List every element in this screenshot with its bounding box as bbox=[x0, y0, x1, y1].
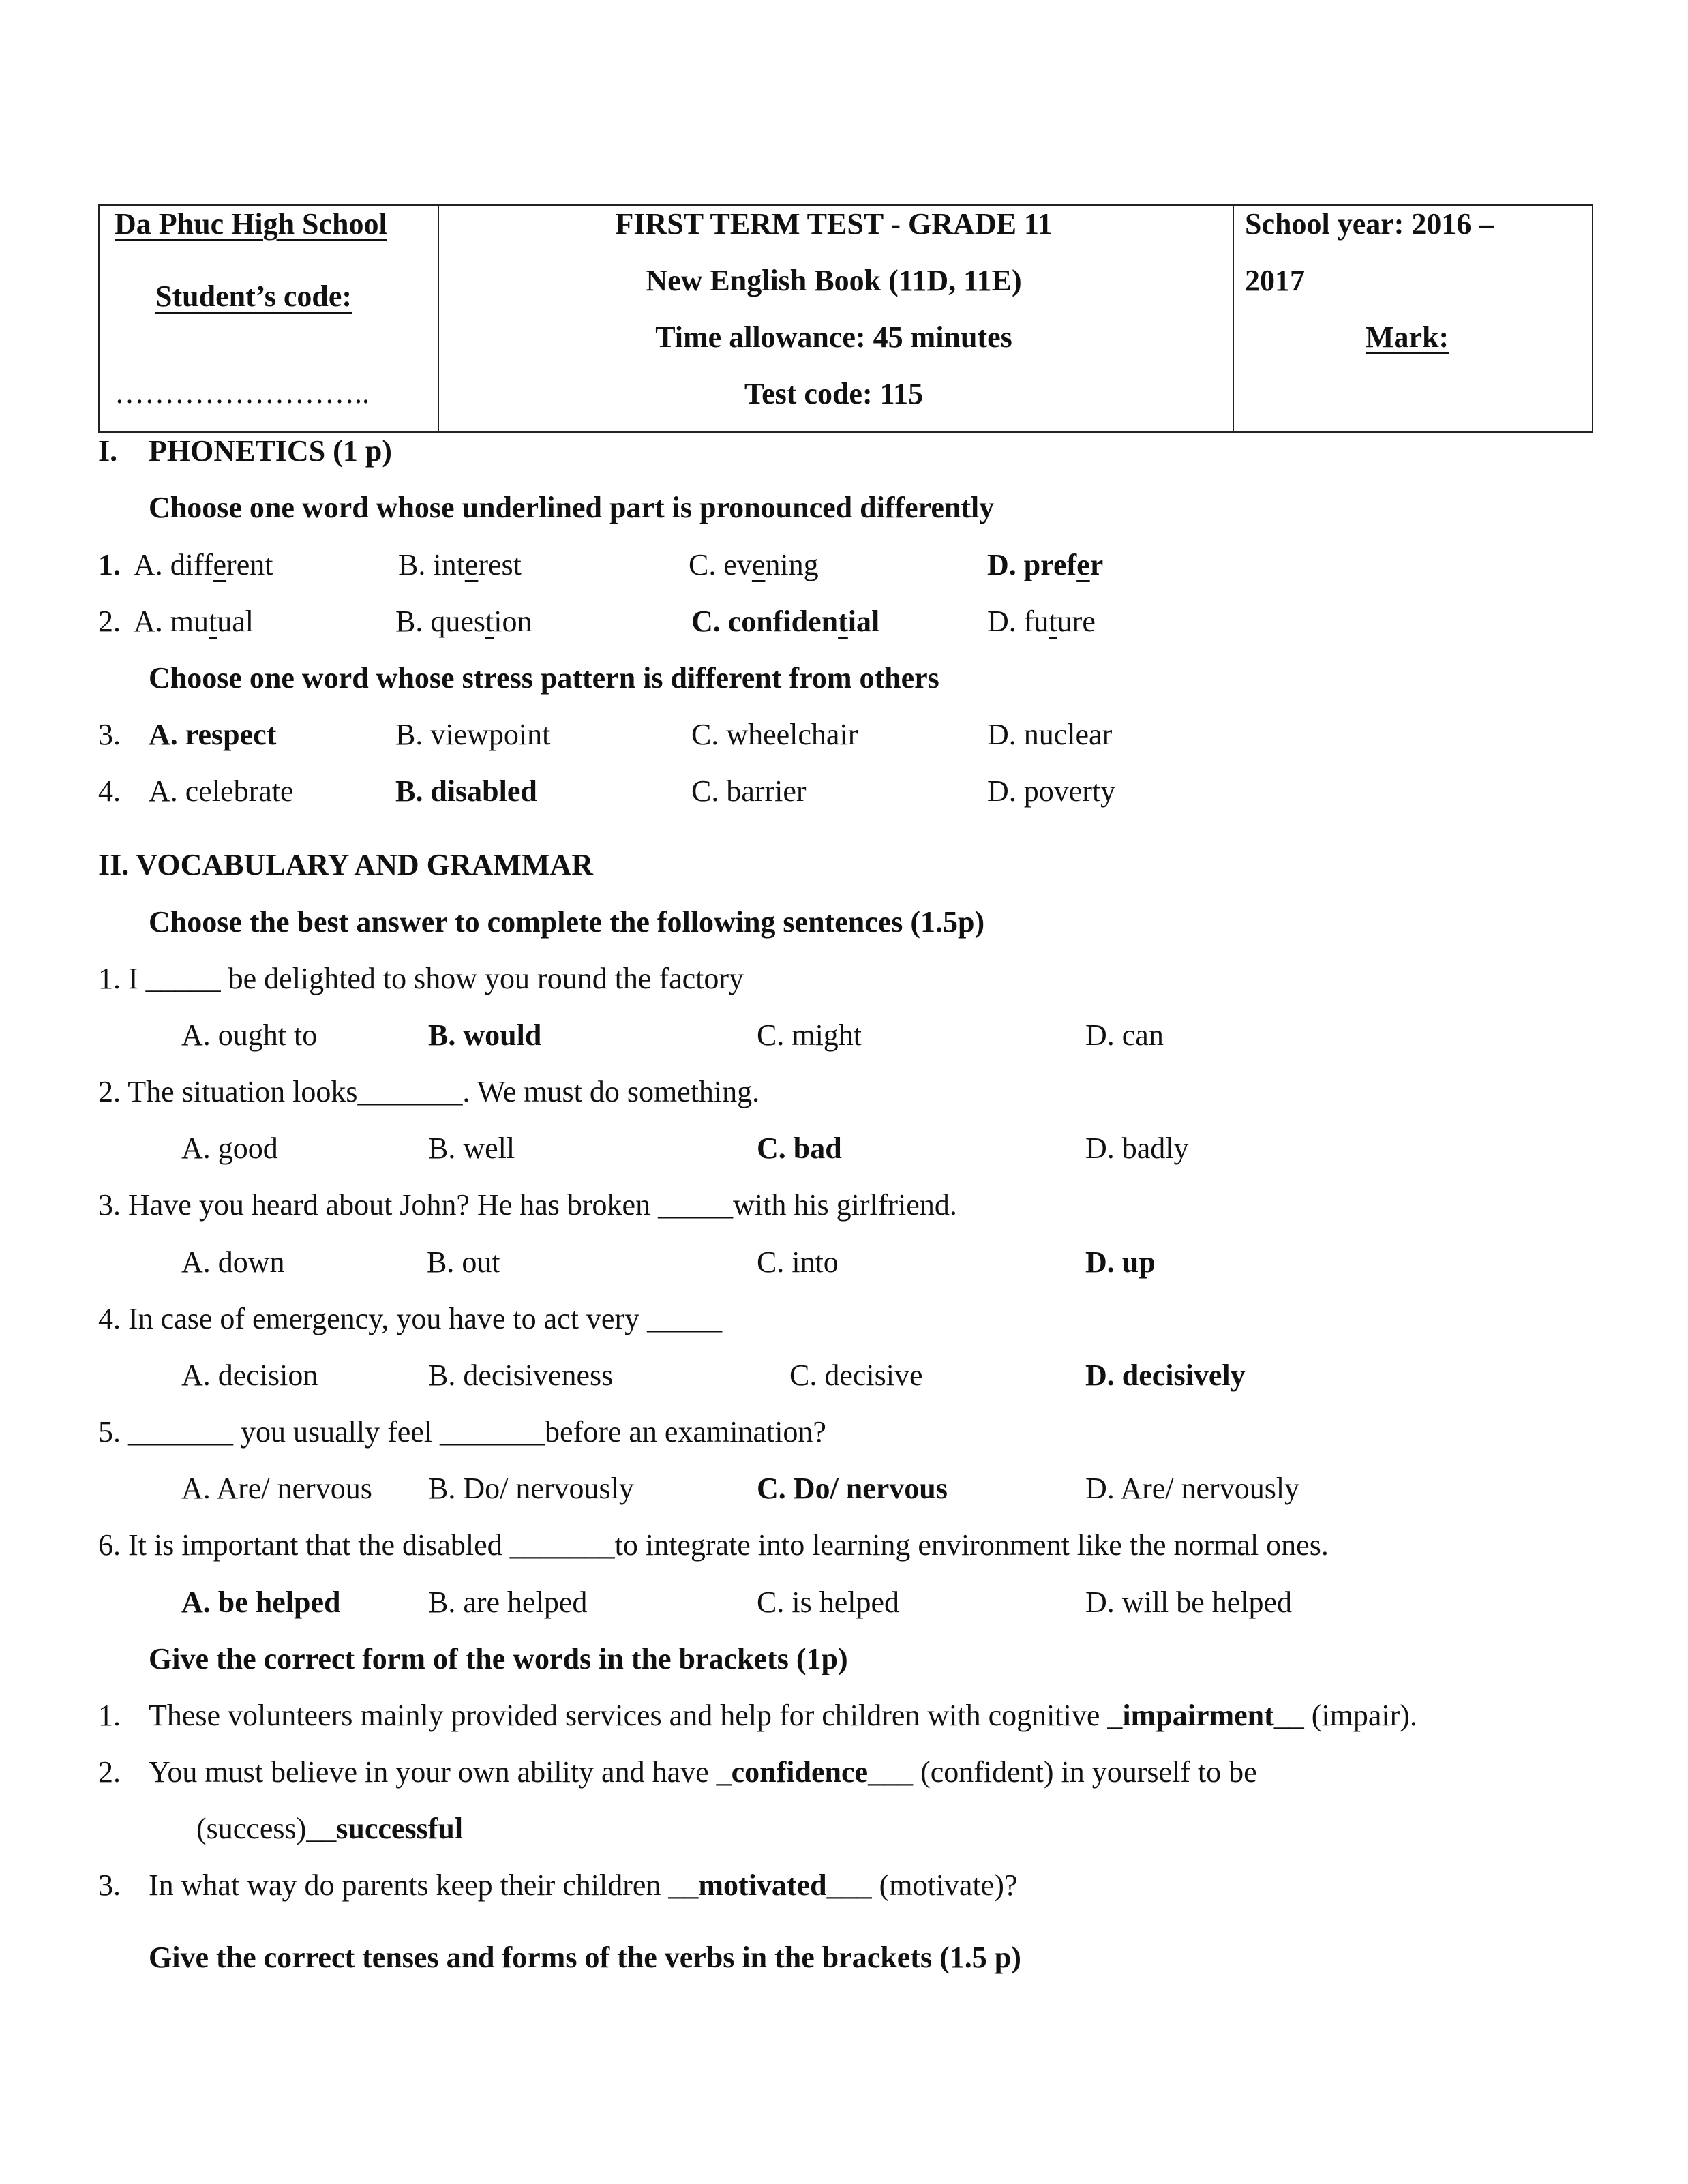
mc-q2-option-b: B. well bbox=[428, 1132, 515, 1165]
mc-q1-option-b: B. would bbox=[428, 1018, 542, 1052]
wf-q3-num: 3. bbox=[98, 1868, 121, 1902]
mc-q5-option-d: D. Are/ nervously bbox=[1085, 1472, 1300, 1505]
phonetics-q1-num: 1. bbox=[98, 548, 121, 581]
phonetics-q1-option-b: B. interest bbox=[398, 548, 522, 581]
phonetics-q4-num: 4. bbox=[98, 774, 121, 808]
phonetics-q4-option-d: D. poverty bbox=[987, 774, 1116, 808]
phonetics-q3-option-b: B. viewpoint bbox=[395, 718, 551, 751]
mc-q4-option-b: B. decisiveness bbox=[428, 1359, 614, 1392]
mc-q3-stem: 3. Have you heard about John? He has broken _____with his girlfriend. bbox=[98, 1188, 957, 1222]
mc-q2-option-c: C. bad bbox=[757, 1132, 842, 1165]
phonetics-q2-option-d: D. future bbox=[987, 605, 1096, 638]
phonetics-q1-option-d: D. prefer bbox=[987, 548, 1104, 581]
mc-q5-option-a: A. Are/ nervous bbox=[181, 1472, 372, 1505]
mc-q6-option-b: B. are helped bbox=[428, 1586, 588, 1619]
phonetics-heading: PHONETICS (1 p) bbox=[149, 434, 392, 468]
phonetics-q2-option-a: A. mutual bbox=[134, 605, 254, 638]
phonetics-instruction-2: Choose one word whose stress pattern is different from others bbox=[149, 661, 939, 695]
vocab-instruction-3: Give the correct tenses and forms of the verbs in the brackets (1.5 p) bbox=[149, 1941, 1021, 1974]
phonetics-instruction-1: Choose one word whose underlined part is pronounced differently bbox=[149, 491, 995, 524]
mc-q3-option-c: C. into bbox=[757, 1245, 839, 1279]
wf-q3-text: In what way do parents keep their children __motivated___ (motivate)? bbox=[149, 1868, 1018, 1902]
mark-label: Mark: bbox=[1366, 320, 1449, 354]
mc-q1-option-d: D. can bbox=[1085, 1018, 1164, 1052]
mc-q4-option-c: C. decisive bbox=[789, 1359, 923, 1392]
phonetics-q3-option-d: D. nuclear bbox=[987, 718, 1113, 751]
mc-q5-option-b: B. Do/ nervously bbox=[428, 1472, 634, 1505]
school-year-line1: School year: 2016 – bbox=[1245, 207, 1494, 241]
wf-q1-num: 1. bbox=[98, 1699, 121, 1732]
mc-q6-stem: 6. It is important that the disabled _______to integrate into learning environment like the normal ones. bbox=[98, 1528, 1329, 1562]
mc-q4-stem: 4. In case of emergency, you have to act very _____ bbox=[98, 1302, 723, 1335]
phonetics-q1-option-a: A. different bbox=[134, 548, 273, 581]
mc-q3-option-b: B. out bbox=[427, 1245, 500, 1279]
phonetics-q1-option-c: C. evening bbox=[689, 548, 819, 581]
phonetics-q3-option-a: A. respect bbox=[149, 718, 277, 751]
mc-q1-stem: 1. I _____ be delighted to show you round the factory bbox=[98, 962, 744, 995]
mc-q5-stem: 5. _______ you usually feel _______before an examination? bbox=[98, 1415, 826, 1449]
mc-q6-option-a: A. be helped bbox=[181, 1586, 341, 1619]
test-title: FIRST TERM TEST - GRADE 11 bbox=[615, 207, 1053, 241]
mc-q3-option-d: D. up bbox=[1085, 1245, 1156, 1279]
phonetics-heading-num: I. bbox=[98, 434, 118, 468]
phonetics-q4-option-a: A. celebrate bbox=[149, 774, 294, 808]
mc-q4-option-d: D. decisively bbox=[1085, 1359, 1246, 1392]
mc-q6-option-d: D. will be helped bbox=[1085, 1586, 1293, 1619]
phonetics-q2-num: 2. bbox=[98, 605, 121, 638]
wf-q1-text: These volunteers mainly provided services and help for children with cognitive _impairment__ (impair). bbox=[149, 1699, 1417, 1732]
mc-q2-option-d: D. badly bbox=[1085, 1132, 1189, 1165]
mc-q3-option-a: A. down bbox=[181, 1245, 285, 1279]
phonetics-q3-option-c: C. wheelchair bbox=[691, 718, 858, 751]
student-code-blank: …………………….. bbox=[115, 376, 370, 410]
mc-q5-option-c: C. Do/ nervous bbox=[757, 1472, 948, 1505]
phonetics-q4-option-b: B. disabled bbox=[395, 774, 537, 808]
phonetics-q2-option-b: B. question bbox=[395, 605, 532, 638]
wf-q2-text: You must believe in your own ability and have _confidence___ (confident) in yourself to be bbox=[149, 1755, 1257, 1789]
phonetics-q4-option-c: C. barrier bbox=[691, 774, 807, 808]
school-name: Da Phuc High School bbox=[115, 207, 387, 241]
time-allowance: Time allowance: 45 minutes bbox=[655, 320, 1012, 354]
phonetics-q3-num: 3. bbox=[98, 718, 121, 751]
wf-q2-continuation: (success)__successful bbox=[196, 1812, 464, 1845]
mc-q1-option-c: C. might bbox=[757, 1018, 862, 1052]
mc-q4-option-a: A. decision bbox=[181, 1359, 318, 1392]
book-name: New English Book (11D, 11E) bbox=[646, 264, 1022, 297]
mc-q1-option-a: A. ought to bbox=[181, 1018, 318, 1052]
school-year-line2: 2017 bbox=[1245, 264, 1305, 297]
vocab-instruction-2: Give the correct form of the words in the brackets (1p) bbox=[149, 1642, 848, 1675]
phonetics-q2-option-c: C. confidential bbox=[691, 605, 880, 638]
mc-q2-stem: 2. The situation looks_______. We must do something. bbox=[98, 1075, 760, 1108]
wf-q2-num: 2. bbox=[98, 1755, 121, 1789]
mc-q6-option-c: C. is helped bbox=[757, 1586, 899, 1619]
vocab-instruction-1: Choose the best answer to complete the following sentences (1.5p) bbox=[149, 905, 985, 939]
mc-q2-option-a: A. good bbox=[181, 1132, 278, 1165]
vocab-heading: II. VOCABULARY AND GRAMMAR bbox=[98, 848, 594, 881]
student-code-label: Student’s code: bbox=[155, 279, 352, 313]
test-code: Test code: 115 bbox=[744, 377, 924, 410]
